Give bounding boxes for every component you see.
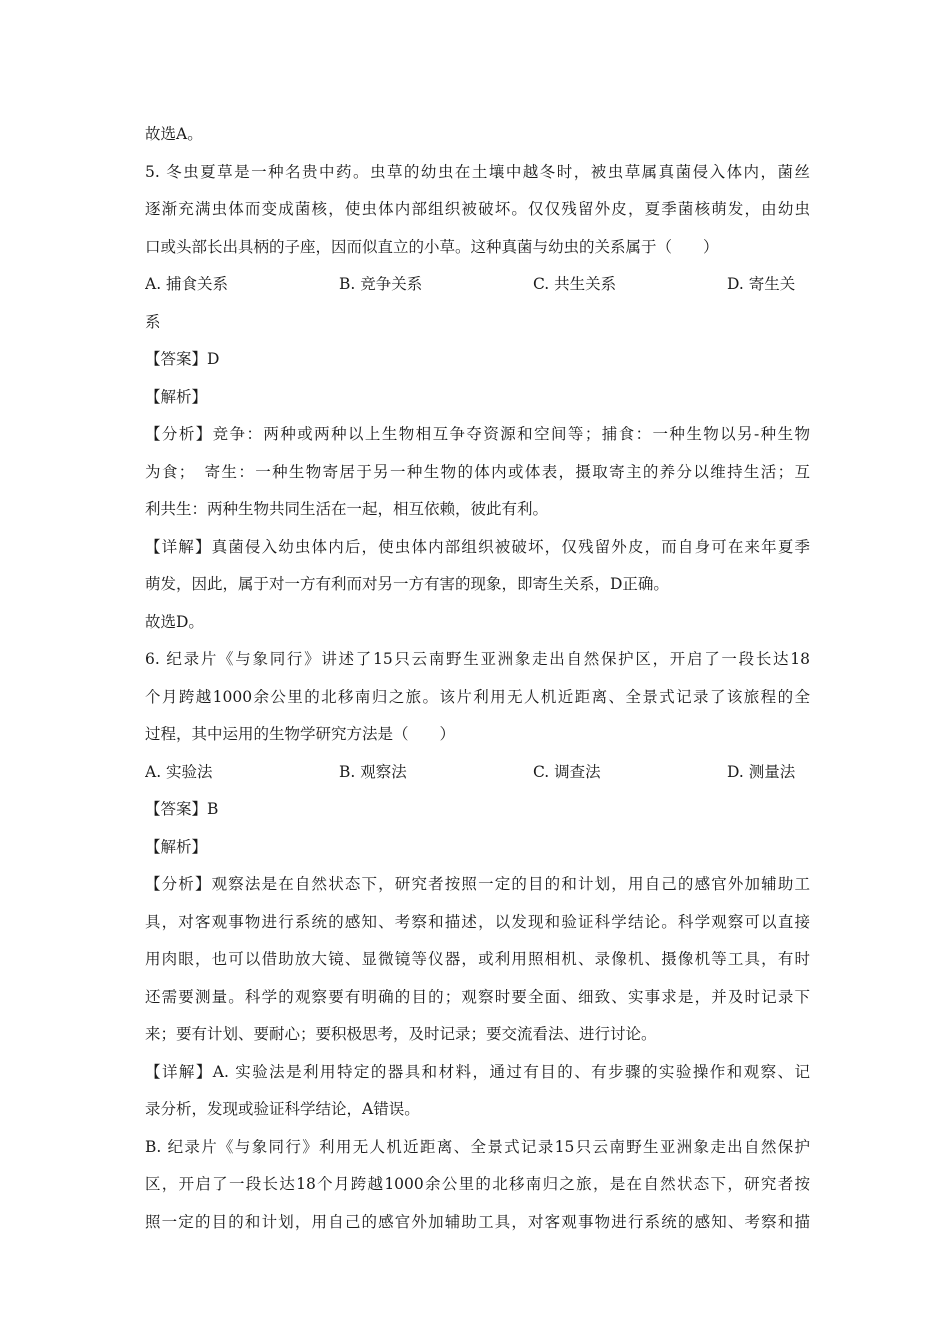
previous-conclusion: 故选A。 bbox=[145, 125, 203, 143]
q6-fenxi-line: 来；要有计划、要耐心；要积极思考，及时记录；要交流看法、进行讨论。 bbox=[145, 1025, 657, 1043]
q5-xiangjie-line: 萌发，因此，属于对一方有利而对另一方有害的现象，即寄生关系，D正确。 bbox=[145, 575, 669, 593]
q5-fenxi-line: 【分析】竞争：两种或两种以上生物相互争夺资源和空间等；捕食：一种生物以另-种生物 bbox=[145, 425, 810, 443]
q6-fenxi-line: 具，对客观事物进行系统的感知、考察和描述，以发现和验证科学结论。科学观察可以直接 bbox=[145, 912, 810, 931]
q6-fenxi-line: 还需要测量。科学的观察要有明确的目的；观察时要全面、细致、实事求是，并及时记录下 bbox=[145, 987, 810, 1006]
q5-xiangjie-line: 【详解】真菌侵入幼虫体内后，使虫体内部组织被破坏，仅残留外皮，而自身可在来年夏季 bbox=[145, 537, 810, 556]
q6-stem-line: 6. 纪录片《与象同行》讲述了15只云南野生亚洲象走出自然保护区，开启了一段长达18 bbox=[145, 650, 810, 668]
q6-analysis-label: 【解析】 bbox=[145, 837, 208, 856]
q6-fenxi-line: 用肉眼，也可以借助放大镜、显微镜等仪器，或利用照相机、录像机、摄像机等工具，有时 bbox=[145, 950, 810, 968]
q5-fenxi-line: 为食； 寄生：一种生物寄居于另一种生物的体内或体表，摄取寄主的养分以维持生活；互 bbox=[145, 462, 810, 481]
q5-stem-line: 口或头部长出具柄的子座，因而似直立的小草。这种真菌与幼虫的关系属于（ ） bbox=[145, 237, 719, 256]
question-6 bbox=[145, 641, 810, 1241]
q6-fenxi-line: 【分析】观察法是在自然状态下，研究者按照一定的目的和计划，用自己的感官外加辅助工 bbox=[145, 875, 810, 893]
q5-conclusion: 故选D。 bbox=[145, 612, 204, 631]
question-5 bbox=[145, 154, 810, 642]
q6-xiangjie-line: 【详解】A. 实验法是利用特定的器具和材料，通过有目的、有步骤的实验操作和观察、记 bbox=[145, 1062, 810, 1081]
q5-option-a: A. 捕食关系 bbox=[145, 275, 229, 293]
q6-option-a: A. 实验法 bbox=[145, 762, 213, 781]
q5-fenxi-line: 利共生：两种生物共同生活在一起，相互依赖，彼此有利。 bbox=[145, 500, 549, 518]
q6-answer: 【答案】B bbox=[145, 800, 219, 818]
q5-option-b: B. 竞争关系 bbox=[339, 275, 423, 293]
q6-stem-line: 个月跨越1000余公里的北移南归之旅。该片利用无人机近距离、全景式记录了该旅程的全 bbox=[145, 687, 810, 706]
q6-xiangjie-line: 区，开启了一段长达18个月跨越1000余公里的北移南归之旅，是在自然状态下，研究者按 bbox=[145, 1175, 810, 1193]
q5-option-d: D. 寄生关 bbox=[727, 275, 796, 293]
q5-option-c: C. 共生关系 bbox=[533, 275, 617, 293]
q6-stem-line: 过程，其中运用的生物学研究方法是（ ） bbox=[145, 725, 456, 743]
q5-stem-line: 5. 冬虫夏草是一种名贵中药。虫草的幼虫在土壤中越冬时，被虫草属真菌侵入体内，菌丝 bbox=[145, 162, 810, 181]
q5-options bbox=[145, 266, 810, 304]
q5-stem-line: 逐渐充满虫体而变成菌核，使虫体内部组织被破坏。仅仅残留外皮，夏季菌核萌发，由幼虫 bbox=[145, 200, 810, 218]
q6-option-b: B. 观察法 bbox=[339, 762, 407, 781]
q5-analysis-label: 【解析】 bbox=[145, 387, 208, 406]
q6-option-d: D. 测量法 bbox=[727, 762, 796, 781]
q6-option-c: C. 调查法 bbox=[533, 762, 601, 781]
q6-options bbox=[145, 754, 810, 792]
q5-option-wrap: 系 bbox=[145, 312, 161, 331]
q6-xiangjie-line: B. 纪录片《与象同行》利用无人机近距离、全景式记录15只云南野生亚洲象走出自然保护 bbox=[145, 1137, 810, 1156]
document-page bbox=[145, 116, 810, 1241]
q6-xiangjie-line: 录分析，发现或验证科学结论，A错误。 bbox=[145, 1100, 420, 1118]
q5-answer: 【答案】D bbox=[145, 350, 220, 368]
q6-xiangjie-line: 照一定的目的和计划，用自己的感官外加辅助工具，对客观事物进行系统的感知、考察和描 bbox=[145, 1212, 810, 1231]
